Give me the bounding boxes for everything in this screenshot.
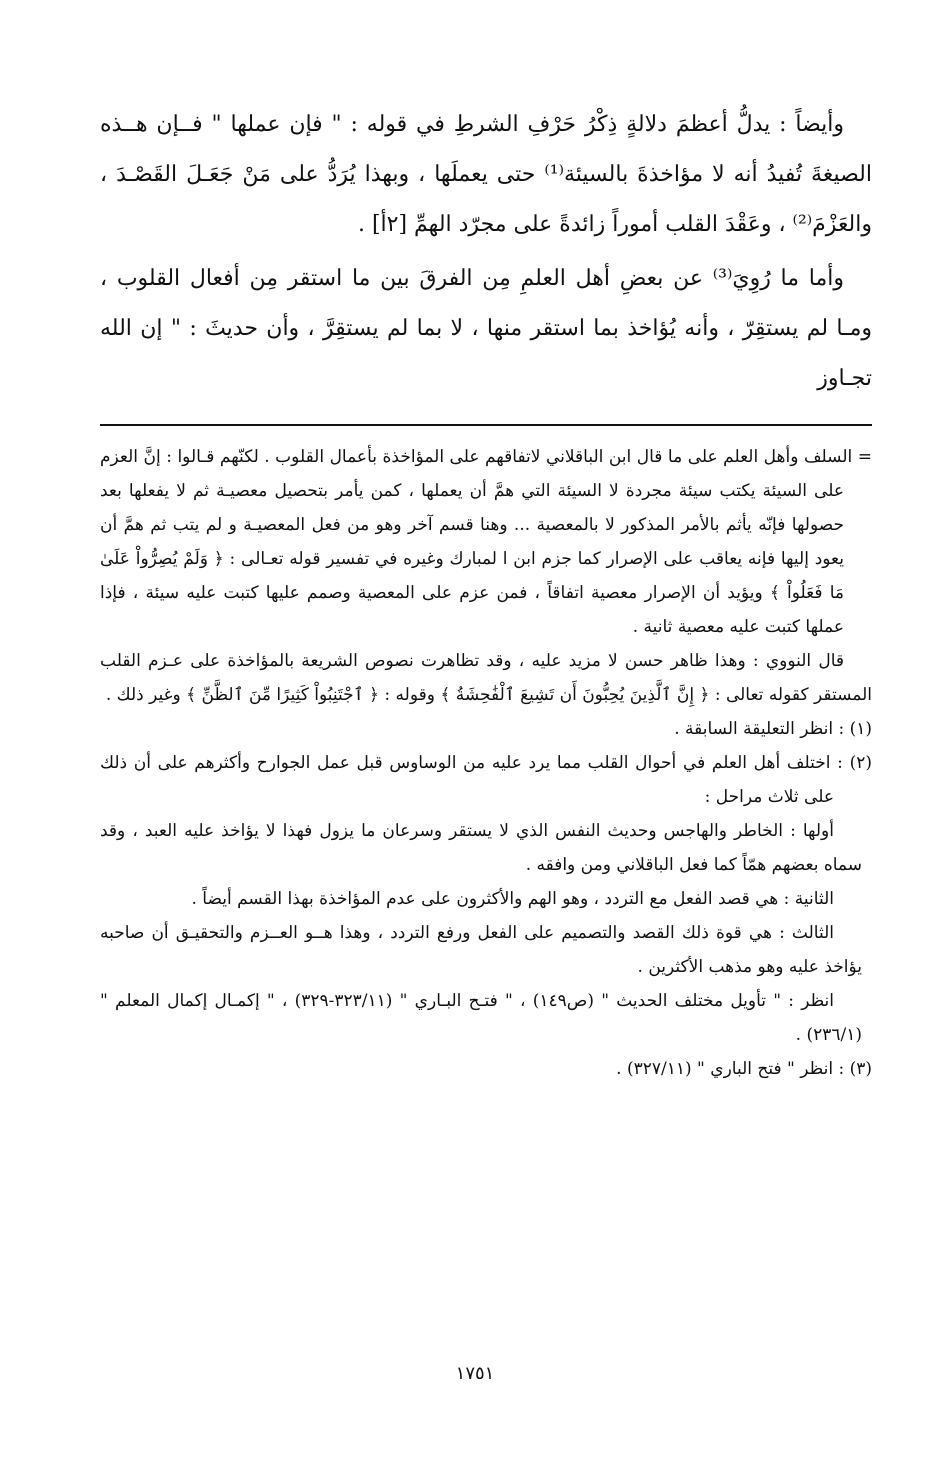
footnote-2: (٢) : اختلف أهل العلم في أحوال القلب مما يرد عليه من الوساوس قبل عمل الجوارح وأكثرهم على أن ذلك على ثلاث مراحل : [100,753,872,807]
footnote-2-references: انظر : " تأويل مختلف الحديث " (ص١٤٩) ، " فتـح البـاري " (٣٢٣/١١-٣٢٩) ، " إكمـال إكمال المعلم " (٢٣٦/١) . [100,991,862,1045]
main-text [100,100,872,404]
footnotes [100,440,872,1086]
footnote-2-stage-1: أولها : الخاطر والهاجس وحديث النفس الذي لا يستقر وسرعان ما يزول فهذا لا يؤاخذ عليه العبد ، وقد سماه بعضهم همّاً كما فعل الباقلاني ومن وافقه . [100,821,862,875]
footnote-2-stage-2: الثانية : هي قصد الفعل مع التردد ، وهو الهم والأكثرون على عدم المؤاخذة بهذا القسم أيضاً . [191,889,834,909]
footnote-3: (٣) : انظر " فتح الباري " (٣٢٧/١١) . [616,1059,872,1079]
main-paragraph-2: وأما ما رُوِيَ⁽³⁾ عن بعضِ أهل العلمِ مِن الفرقَ بين ما استقر مِن أفعال القلوب ، ومـا لم يستقِرّ ، وأنه يُؤاخذ بما استقر منها ، لا بما لم يستقِرَّ ، وأن حديثَ : " إن الله تجـاوز [100,266,872,391]
footnote-1: (١) : انظر التعليقة السابقة . [674,719,872,739]
footnote-nawawi: قال النووي : وهذا ظاهر حسن لا مزيد عليه ، وقد تظاهرت نصوص الشريعة بالمؤاخذة على عـزم القلب المستقر كقوله تعالى : ﴿ إِنَّ ٱلَّذِينَ يُحِبُّونَ أَن تَشِيعَ ٱلْفَٰحِشَةُ ﴾ وقوله : ﴿ ٱجْتَنِبُواْ كَثِيرًا مِّنَ ٱلظَّنِّ ﴾ وغير ذلك . [100,651,872,705]
footnote-continuation: = السلف وأهل العلم على ما قال ابن الباقلاني لاتفاقهم على المؤاخذة بأعمال القلوب . لكنّهم قـالوا : إنَّ العزم على السيئة يكتب سيئة مجردة لا السيئة التي همَّ أن يعملها ، كمن يأمر بتحصيل معصيـة ثم لا يفعلها بعد حصولها فإنّه يأثم بالأمر المذكور لا بالمعصية ... وهنا قسم آخر وهو من فعل المعصيـة و لم يتب ثم همَّ أن يعود إليها فإنه يعاقب على الإصرار كما جزم ابن ا لمبارك وغيره في تفسير قوله تعـالى : ﴿ وَلَمْ يُصِرُّواْ عَلَىٰ مَا فَعَلُواْ ﴾ ويؤيد أن الإصرار معصية اتفاقاً ، فمن عزم على المعصية وصمم عليها كتبت عليه سيئة ، فإذا عملها كتبت عليه معصية ثانية . [100,447,872,637]
footnote-divider [100,424,872,426]
page-number: ١٧٥١ [455,1363,495,1384]
footnote-2-stage-3: الثالث : هي قوة ذلك القصد والتصميم على الفعل ورفع التردد ، وهذا هــو العــزم والتحقيـق أن صاحبه يؤاخذ عليه وهو مذهب الأكثرين . [100,923,862,977]
main-paragraph-1: وأيضاً : يدلُّ أعظمَ دلالةٍ ذِكْرُ حَرْفِ الشرطِ في قوله : " فإن عملها " فــإن هــذه الصيغةَ تُفيدُ أنه لا مؤاخذةَ بالسيئة⁽¹⁾ حتى يعملَها ، وبهذا يُرَدُّ على مَنْ جَعَـلَ القَصْـدَ ، والعَزْمَ⁽²⁾ ، وعَقْدَ القلب أموراً زائدةً على مجرّد الهمِّ [٢أ] . [100,112,872,237]
page-body [100,100,872,1086]
